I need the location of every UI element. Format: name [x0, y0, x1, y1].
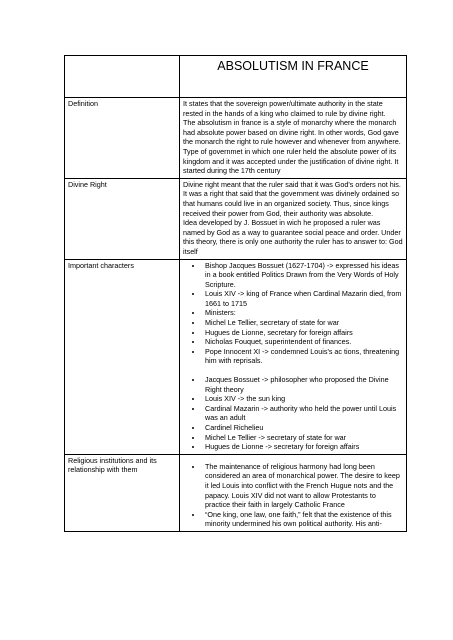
paragraph: Divine right meant that the ruler said that it was God's orders not his. It was a right that said that the government was divinely ordained so that humans could live in an organized society. Thus, since kings received their power from God, their authority was absolute.	[183, 179, 401, 218]
absolutism-table	[64, 55, 407, 532]
bullet-list	[183, 462, 403, 529]
label-cell: Divine Right	[65, 178, 180, 259]
list-item: • Louis XIV -> king of France when Cardinal Mazarin died, from 1661 to 1715	[203, 289, 403, 308]
title-cell	[180, 56, 407, 98]
list-item: • Bishop Jacques Bossuet (1627-1704) -> expressed his ideas in a book entitled Politics Drawn from the Very Words of Holy Scripture.	[203, 261, 403, 290]
list-item: • Jacques Bossuet -> philosopher who proposed the Divine Right theory	[203, 375, 403, 394]
list-item: • Pope Innocent XI -> condemned Louis's ac tions, threatening him with reprisals.	[203, 347, 403, 366]
paragraph: Idea developed by J. Bossuet in wich he proposed a ruler was named by God as a way to guarantee social peace and order. Under this theory, there is only one authority the ruler has to answer to: God itself	[183, 218, 403, 256]
paragraph: The absolutism in france is a style of monarchy where the monarch had absolute power based on divine right. In other words, God gave the monarch the right to rule however and whenever from anywhere.	[183, 118, 401, 147]
list-item: • Louis XIV -> the sun king	[203, 394, 403, 404]
list-item: • Ministers:	[203, 308, 403, 318]
bullet-list	[183, 375, 403, 452]
paragraph: Type of governmet in which one ruler held the absolute power of its kingdom and it was accepted under the justification of divine right. It started during the 17th century	[183, 146, 399, 176]
content-cell	[180, 178, 407, 259]
list-item: • “One king, one law, one faith,” felt that the existence of this minority undermined his own political authority. His anti-	[203, 510, 403, 529]
content-cell	[180, 98, 407, 179]
label-cell: Religious institutions and its relationship with them	[65, 454, 180, 531]
content-cell	[180, 454, 407, 531]
list-item: • Hugues de Lionne -> secretary for foreign affairs	[203, 442, 403, 452]
row-religious-institutions	[65, 454, 407, 531]
row-important-characters	[65, 259, 407, 454]
spacer	[183, 366, 403, 375]
list-item: • Hugues de Lionne, secretary for foreign affairs	[203, 328, 403, 338]
content-cell	[180, 259, 407, 454]
title-row	[65, 56, 407, 98]
label-cell: Important characters	[65, 259, 180, 454]
document-title: ABSOLUTISM IN FRANCE	[217, 59, 369, 73]
list-item: • Michel Le Tellier, secretary of state for war	[203, 318, 403, 328]
list-item: • The maintenance of religious harmony had long been considered an area of monarchical power. The desire to keep it led Louis into conflict with the French Hugue nots and the papacy. Louis XIV did not want to allow Protestants to practice their faith in largely Catholic France	[203, 462, 403, 510]
row-definition	[65, 98, 407, 179]
title-empty-cell	[65, 56, 180, 98]
list-item: • Nicholas Fouquet, superintendent of finances.	[203, 337, 403, 347]
list-item: • Michel Le Tellier -> secretary of state for war	[203, 433, 403, 443]
row-divine-right	[65, 178, 407, 259]
list-item: • Cardinal Mazarin -> authority who held the power until Louis was an adult	[203, 404, 403, 423]
paragraph: It states that the sovereign power/ultimate authority in the state rested in the hands of a king who claimed to rule by divine right.	[183, 99, 386, 118]
label-cell: Definition	[65, 98, 180, 179]
list-item: • Cardinel Richelieu	[203, 423, 403, 433]
bullet-list	[183, 261, 403, 367]
